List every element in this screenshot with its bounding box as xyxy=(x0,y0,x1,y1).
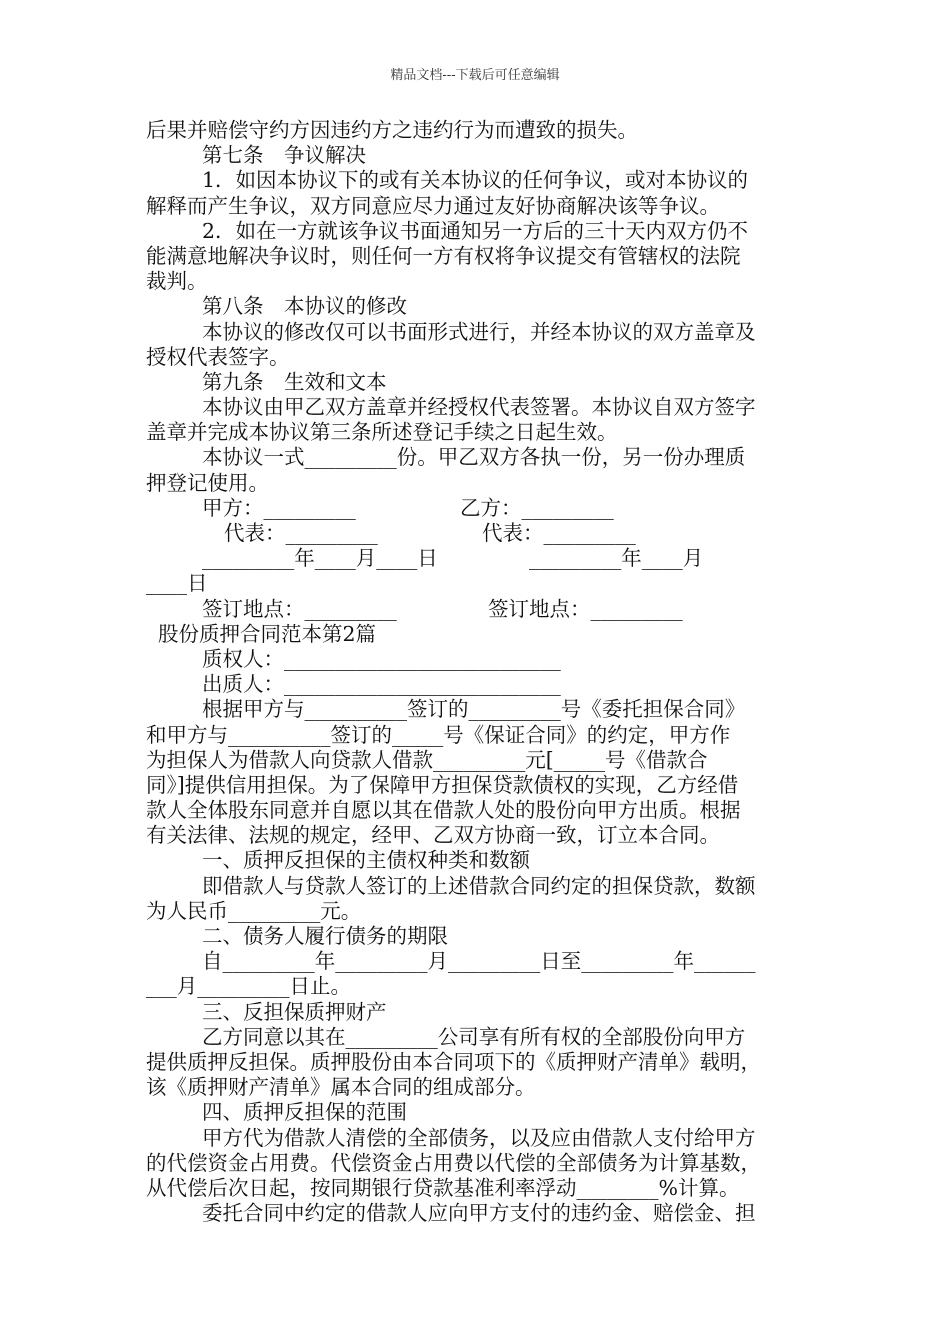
text-line: 该《质押财产清单》属本合同的组成部分。 xyxy=(146,1075,536,1100)
date-line: ____日 xyxy=(146,571,208,596)
date-line: _________年____月____日 _________年____月 xyxy=(202,546,704,571)
signing-place-line: 签订地点：_________ 签订地点：_________ xyxy=(202,596,683,621)
party-line: 质权人：___________________________ xyxy=(202,646,561,671)
document-title: 股份质押合同范本第2篇 xyxy=(158,621,377,646)
page-header: 精品文档---下载后可任意编辑 xyxy=(390,68,560,83)
section-heading: 第八条 本协议的修改 xyxy=(202,294,407,319)
text-line: 自_________年_________月_________日至_________年______ xyxy=(202,949,756,974)
signature-line: 代表：_________ 代表：_________ xyxy=(224,521,636,545)
text-line: 的代偿资金占用费。代偿资金占用费以代偿的全部债务为计算基数， xyxy=(146,1150,761,1175)
text-line: 从代偿后次日起，按同期银行贷款基准利率浮动________%计算。 xyxy=(146,1175,740,1200)
text-line: 本协议由甲乙双方盖章并经授权代表签署。本协议自双方签字 xyxy=(202,395,756,420)
section-heading: 一、质押反担保的主债权种类和数额 xyxy=(202,848,530,873)
text-line: 本协议一式_________份。甲乙双方各执一份，另一份办理质 xyxy=(202,445,746,470)
section-heading: 第七条 争议解决 xyxy=(202,143,366,168)
text-line: 1．如因本协议下的或有关本协议的任何争议，或对本协议的 xyxy=(202,168,749,193)
text-line: 有关法律、法规的规定，经甲、乙双方协商一致，订立本合同。 xyxy=(146,823,720,848)
text-line: 本协议的修改仅可以书面形式进行，并经本协议的双方盖章及 xyxy=(202,319,756,344)
text-line: 押登记使用。 xyxy=(146,470,269,495)
text-line: 即借款人与贷款人签订的上述借款合同约定的担保贷款，数额 xyxy=(202,873,756,898)
section-heading: 四、质押反担保的范围 xyxy=(202,1100,407,1125)
text-line: 乙方同意以其在_________公司享有所有权的全部股份向甲方 xyxy=(202,1024,746,1049)
text-line: ___月_________日止。 xyxy=(146,974,351,999)
signature-line: 甲方：_________ 乙方：_________ xyxy=(202,495,614,520)
text-line: 解释而产生争议，双方同意应尽力通过友好协商解决该等争议。 xyxy=(146,193,720,218)
party-line: 出质人：___________________________ xyxy=(202,672,561,697)
text-line: 委托合同中约定的借款人应向甲方支付的违约金、赔偿金、担 xyxy=(202,1201,756,1226)
section-heading: 第九条 生效和文本 xyxy=(202,369,387,394)
text-line: 2．如在一方就该争议书面通知另一方后的三十天内双方仍不 xyxy=(202,218,749,243)
text-line: 和甲方与__________签订的_____号《保证合同》的约定，甲方作 xyxy=(146,722,731,747)
document-body xyxy=(146,118,810,1226)
text-line: 甲方代为借款人清偿的全部债务，以及应由借款人支付给甲方 xyxy=(202,1125,756,1150)
text-line: 能满意地解决争议时，则任何一方有权将争议提交有管辖权的法院 xyxy=(146,243,741,268)
text-line: 授权代表签字。 xyxy=(146,344,290,369)
text-line: 后果并赔偿守约方因违约方之违约行为而遭致的损失。 xyxy=(146,118,638,142)
section-heading: 三、反担保质押财产 xyxy=(202,999,387,1024)
section-heading: 二、债务人履行债务的期限 xyxy=(202,924,448,948)
text-line: 根据甲方与__________签订的_________号《委托担保合同》 xyxy=(202,697,746,722)
text-line: 为人民币_________元。 xyxy=(146,898,362,923)
text-line: 裁判。 xyxy=(146,269,208,294)
text-line: 盖章并完成本协议第三条所述登记手续之日起生效。 xyxy=(146,420,618,445)
text-line: 为担保人为借款人向贷款人借款_________元[_____号《借款合 xyxy=(146,747,708,772)
text-line: 同》]提供信用担保。为了保障甲方担保贷款债权的实现，乙方经借 xyxy=(146,772,739,797)
text-line: 款人全体股东同意并自愿以其在借款人处的股份向甲方出质。根据 xyxy=(146,798,741,823)
text-line: 提供质押反担保。质押股份由本合同项下的《质押财产清单》载明， xyxy=(146,1049,761,1074)
